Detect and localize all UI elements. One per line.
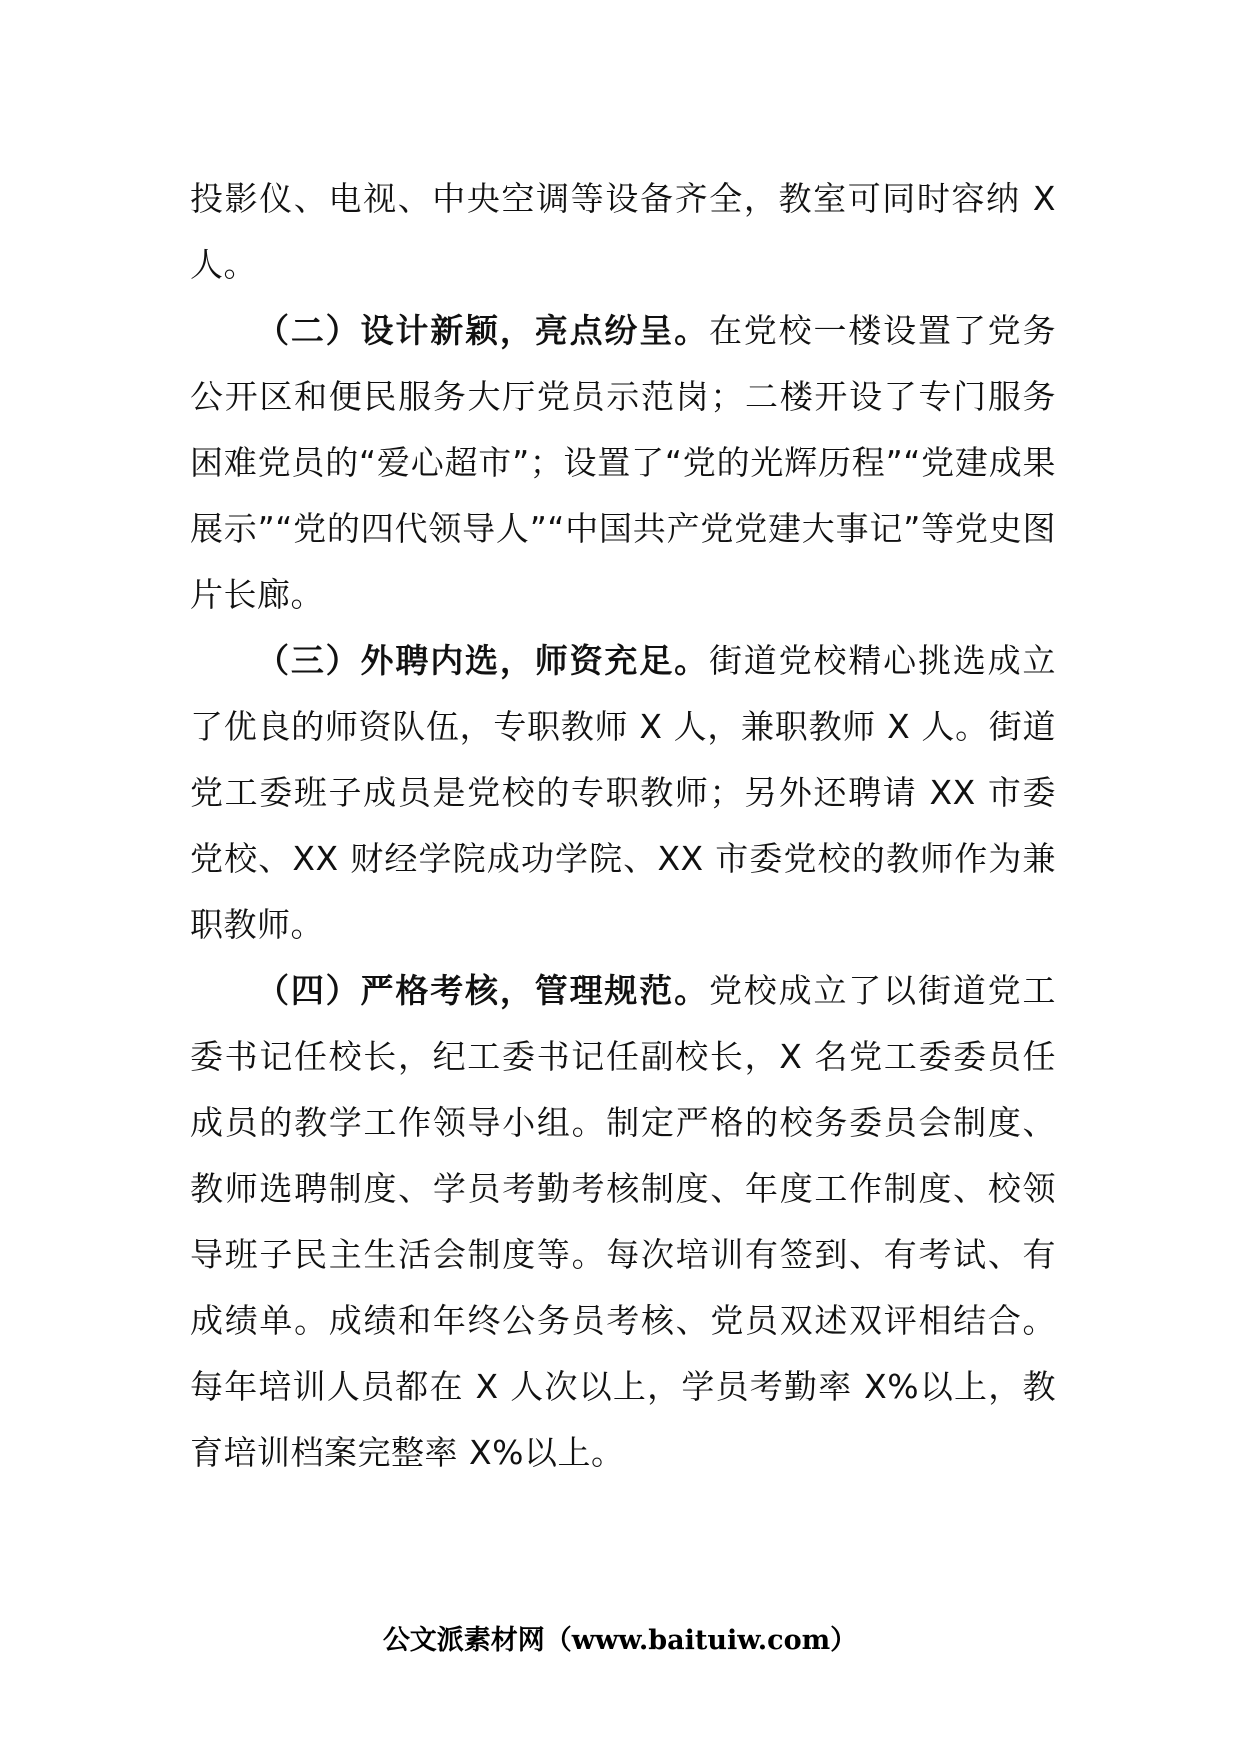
paragraph-text: 街道党校精心挑选成立了优良的师资队伍，专职教师 X 人，兼职教师 X 人。街道党工委班子成员是党校的专职教师；另外还聘请 XX 市委党校、XX 财经学院成功学院、XX 市委党校的教师作为兼职教师。 [190, 641, 1057, 944]
section-heading-4: （四）严格考核，管理规范。 [256, 971, 709, 1010]
footer-source: 公文派素材网（www.baituiw.com） [382, 1625, 858, 1656]
paragraph-equipment [190, 166, 1056, 298]
section-heading-2: （二）设计新颖，亮点纷呈。 [256, 311, 709, 350]
paragraph-management [190, 958, 1056, 1486]
paragraph-text: 党校成立了以街道党工委书记任校长，纪工委书记任副校长，X 名党工委委员任成员的教学工作领导小组。制定严格的校务委员会制度、教师选聘制度、学员考勤考核制度、年度工作制度、校领导班子民主生活会制度等。每次培训有签到、有考试、有成绩单。成绩和年终公务员考核、党员双述双评相结合。每年培训人员都在 X 人次以上，学员考勤率 X%以上，教育培训档案完整率 X%以上。 [190, 971, 1057, 1472]
paragraph-teachers [190, 628, 1056, 958]
paragraph-text: 在党校一楼设置了党务公开区和便民服务大厅党员示范岗；二楼开设了专门服务困难党员的“爱心超市”；设置了“党的光辉历程”“党建成果展示”“党的四代领导人”“中国共产党党建大事记”等党史图片长廊。 [190, 311, 1057, 614]
document-body [190, 166, 1056, 1486]
paragraph-text: 投影仪、电视、中央空调等设备齐全，教室可同时容纳 X 人。 [190, 179, 1056, 284]
paragraph-design [190, 298, 1056, 628]
section-heading-3: （三）外聘内选，师资充足。 [256, 641, 709, 680]
